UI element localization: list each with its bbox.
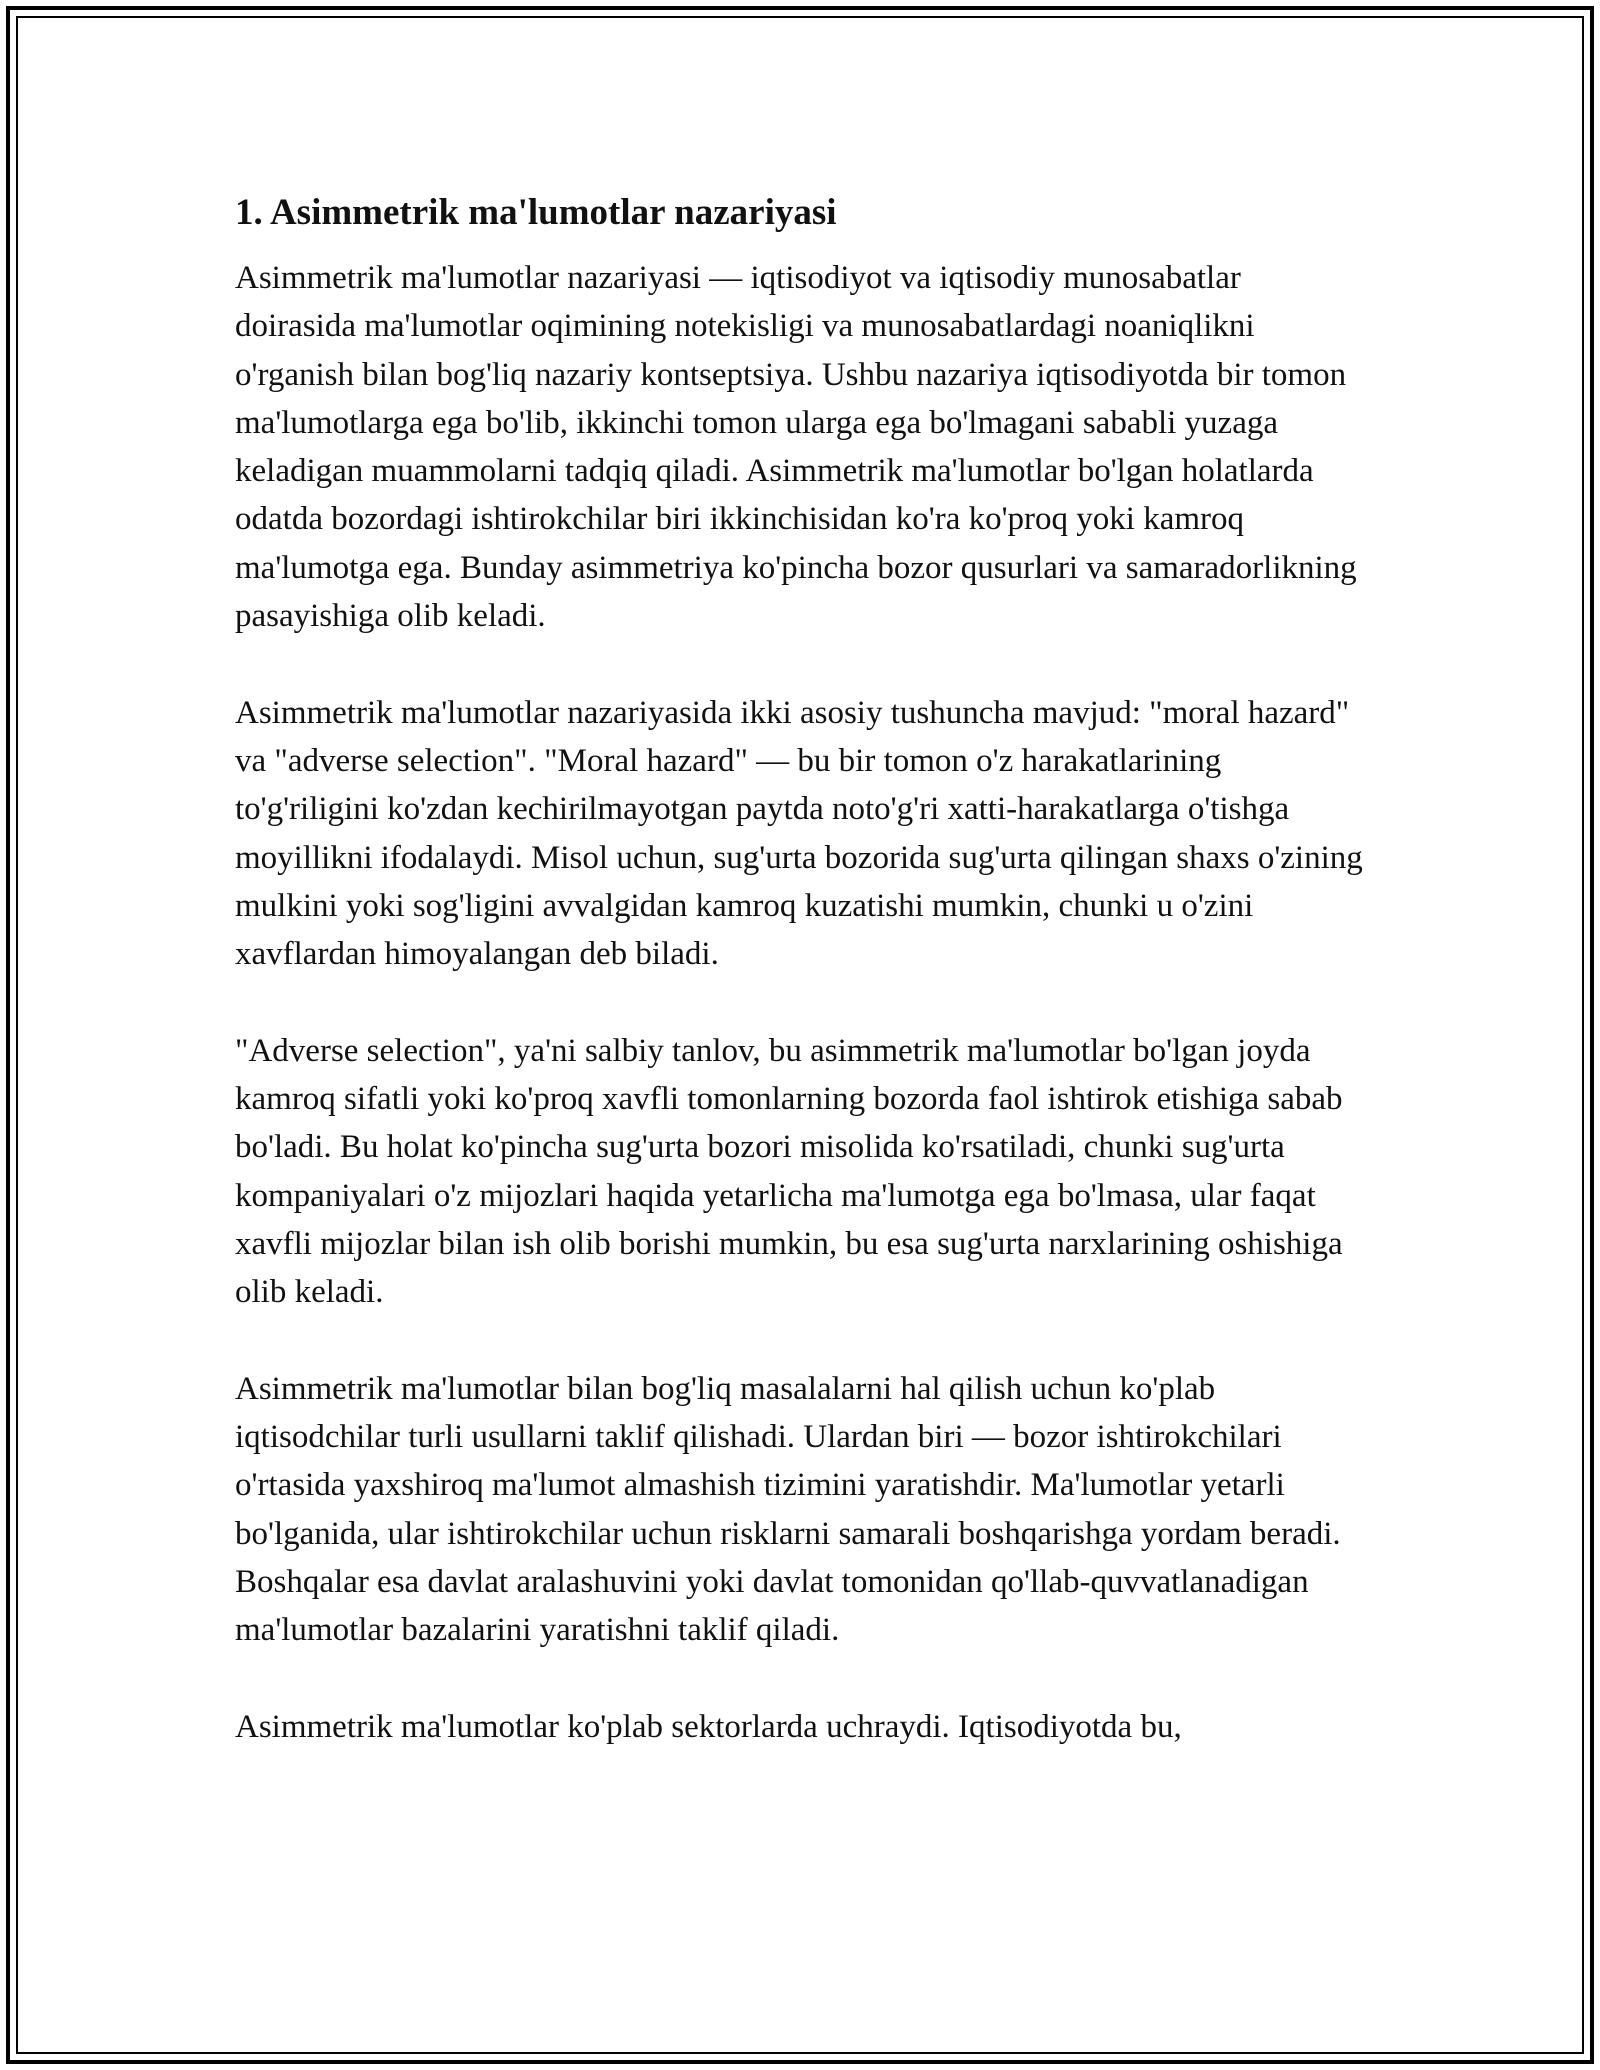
paragraph-solutions: Asimmetrik ma'lumotlar bilan bog'liq masalalarni hal qilish uchun ko'plab iqtisodchilar turli usullarni taklif qilishadi. Ulardan biri — bozor ishtirokchilari o'rtasida yaxshiroq ma'lumot almashish tizimini yaratishdir. Ma'lumotlar yetarli bo'lganida, ular ishtirokchilar uchun risklarni samarali boshqarishga yordam beradi. Boshqalar esa davlat aralashuvini yoki davlat tomonidan qo'llab-quvvatlanadigan ma'lumotlar bazalarini yaratishni taklif qiladi.: [235, 1370, 1341, 1649]
paragraph-sectors: Asimmetrik ma'lumotlar ko'plab sektorlarda uchraydi. Iqtisodiyotda bu,: [235, 1708, 1182, 1745]
section-heading: 1. Asimmetrik ma'lumotlar nazariyasi: [235, 192, 837, 233]
paragraph-adverse-selection: "Adverse selection", ya'ni salbiy tanlov, bu asimmetrik ma'lumotlar bo'lgan joyda kamroq sifatli yoki ko'proq xavfli tomonlarning bozorda faol ishtirok etishiga sabab bo'ladi. Bu holat ko'pincha sug'urta bozori misolida ko'rsatiladi, chunki sug'urta kompaniyalari o'z mijozlari haqida yetarlicha ma'lumotga ega bo'lmasa, ular faqat xavfli mijozlar bilan ish olib borishi mumkin, bu esa sug'urta narxlarining oshishiga olib keladi.: [235, 1032, 1343, 1311]
paragraph-moral-hazard: Asimmetrik ma'lumotlar nazariyasida ikki asosiy tushuncha mavjud: "moral hazard" va "adverse selection". "Moral hazard" — bu bir tomon o'z harakatlarining to'g'riligini ko'zdan kechirilmayotgan paytda noto'g'ri xatti-harakatlarga o'tishga moyillikni ifodalaydi. Misol uchun, sug'urta bozorida sug'urta qilingan shaxs o'zining mulkini yoki sog'ligini avvalgidan kamroq kuzatishi mumkin, chunki u o'zini xavflardan himoyalangan deb biladi.: [235, 694, 1363, 973]
paragraph-intro: Asimmetrik ma'lumotlar nazariyasi — iqtisodiyot va iqtisodiy munosabatlar doirasida ma'lumotlar oqimining notekisligi va munosabatlardagi noaniqlikni o'rganish bilan bog'liq nazariy kontseptsiya. Ushbu nazariya iqtisodiyotda bir tomon ma'lumotlarga ega bo'lib, ikkinchi tomon ularga ega bo'lmagani sababli yuzaga keladigan muammolarni tadqiq qiladi. Asimmetrik ma'lumotlar bo'lgan holatlarda odatda bozordagi ishtirokchilar biri ikkinchisidan ko'ra ko'proq yoki kamroq ma'lumotga ega. Bunday asimmetriya ko'pincha bozor qusurlari va samaradorlikning pasayishiga olib keladi.: [235, 260, 1357, 635]
document-body: [235, 186, 1365, 1800]
